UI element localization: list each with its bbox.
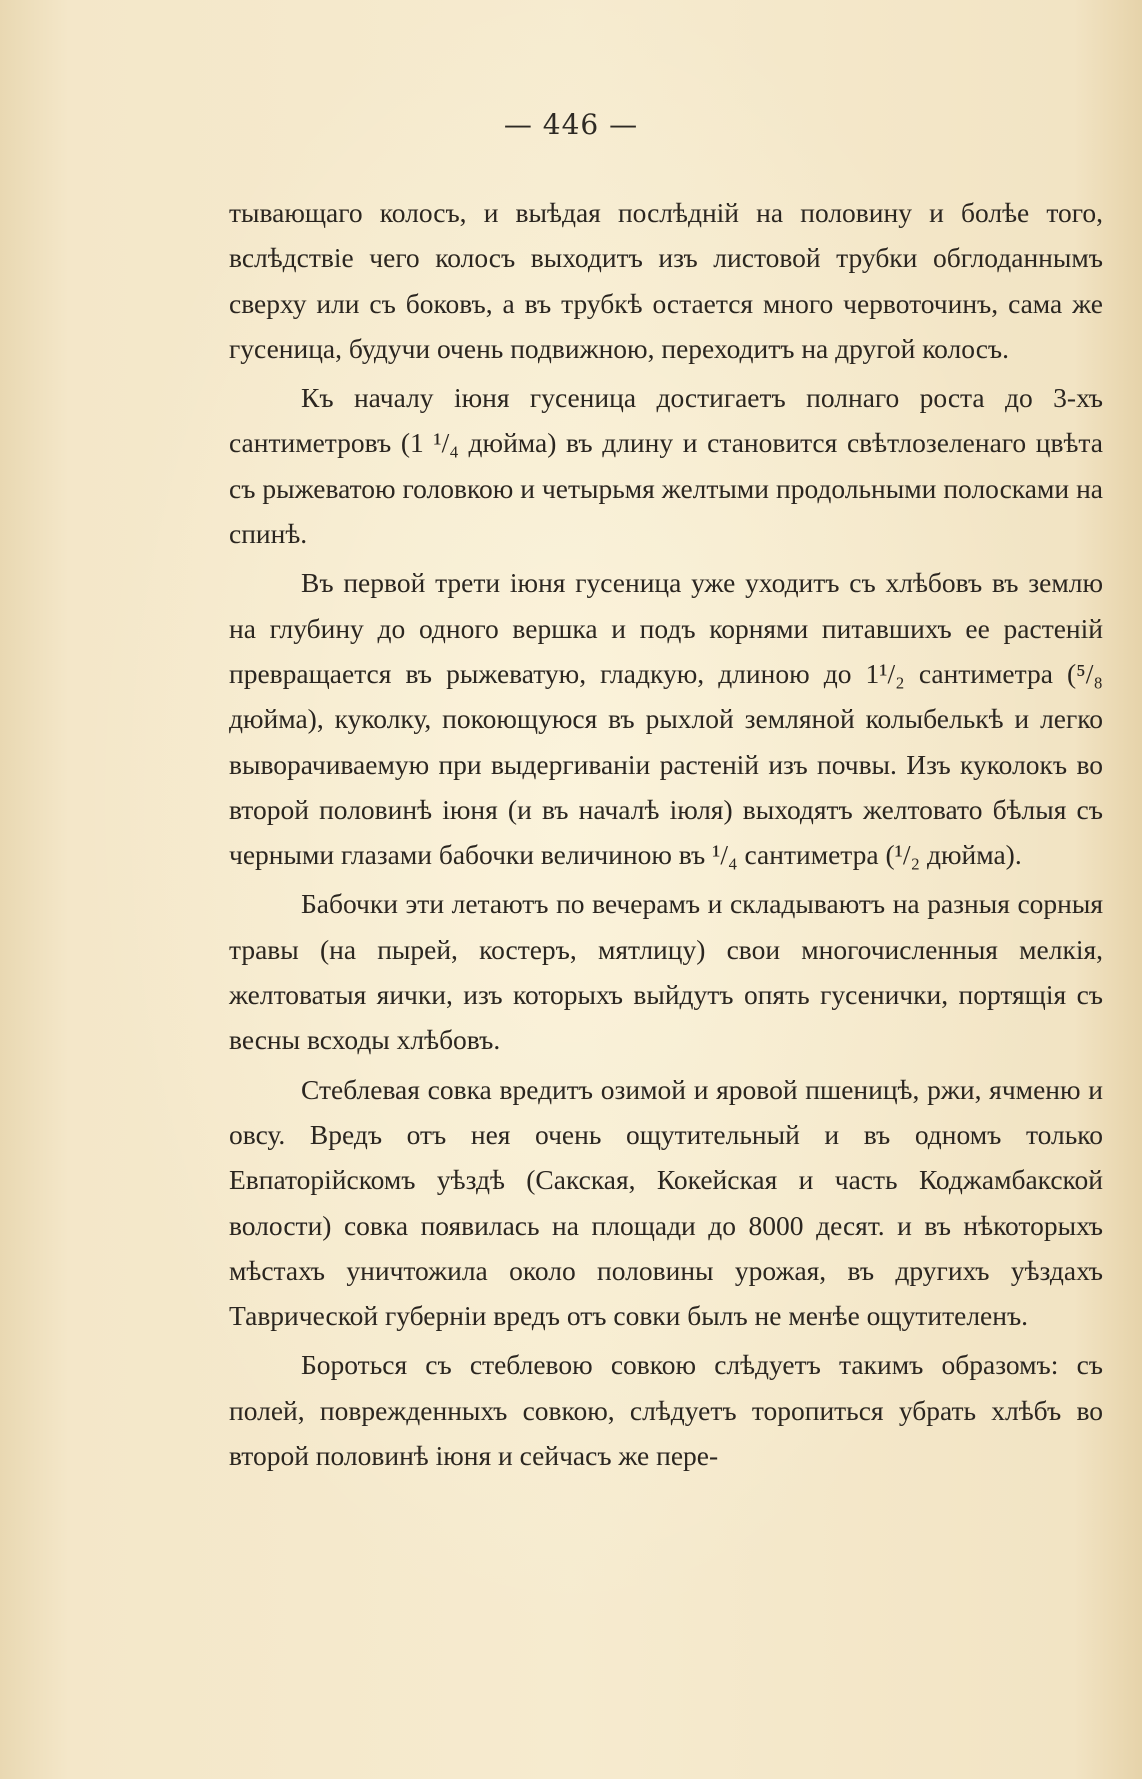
page-number: — 446 — (503, 108, 639, 141)
paragraph-caterpillar-growth: Къ началу іюня гусеница достигаетъ полнаго роста до 3-хъ сантиметровъ (1 ¹/₄ дюйма) въ длину и становится свѣтлозеленаго цвѣта съ рыжеватою головкою и четырьмя желтыми продольными полосками на спинѣ. (229, 382, 1103, 550)
paragraph-damage: Стеблевая совка вредитъ озимой и яровой пшеницѣ, ржи, ячменю и овсу. Вредъ отъ нея очень ощутительный и въ одномъ только Евпаторійскомъ уѣздѣ (Сакская, Кокейская и часть Коджамбакской волости) совка появилась на площади до 8000 десят. и въ нѣкоторыхъ мѣстахъ уничтожила около половины урожая, въ другихъ уѣздахъ Таврической губерніи вредъ отъ совки былъ не менѣе ощутителенъ. (229, 1073, 1103, 1332)
paragraph-butterflies: Бабочки эти летаютъ по вечерамъ и складываютъ на разныя сорныя травы (на пырей, костеръ, мятлицу) свои многочисленныя мелкія, желтоватыя яички, изъ которыхъ выйдутъ опять гусенички, портящія съ весны всходы хлѣбовъ. (229, 888, 1103, 1056)
paragraph-pupation: Въ первой трети іюня гусеница уже уходитъ съ хлѣбовъ въ землю на глубину до одного вершка и подъ корнями питавшихъ ее растеній превращается въ рыжеватую, гладкую, длиною до 1¹/₂ сантиметра (⁵/₈ дюйма), куколку, покоющуюся въ рыхлой земляной колыбелькѣ и легко выворачиваемую при выдергиваніи растеній изъ почвы. Изъ куколокъ во второй половинѣ іюня (и въ началѣ іюля) выходятъ желтовато бѣлыя съ черными глазами бабочки величиною въ ¹/₄ сантиметра (¹/₂ дюйма). (229, 567, 1103, 871)
paragraph-caterpillar-feeding: тывающаго колосъ, и выѣдая послѣдній на половину и болѣе того, вслѣдствіе чего колосъ выходитъ изъ листовой трубки обглоданнымъ сверху или съ боковъ, а въ трубкѣ остается много червоточинъ, сама же гусеница, будучи очень подвижною, переходитъ на другой колосъ. (229, 197, 1103, 364)
body-text (229, 190, 1103, 1478)
paragraph-control: Бороться съ стеблевою совкою слѣдуетъ такимъ образомъ: съ полей, поврежденныхъ совкою, слѣдуетъ торопиться убрать хлѣбъ во второй половинѣ іюня и сейчасъ же пере- (229, 1349, 1103, 1472)
